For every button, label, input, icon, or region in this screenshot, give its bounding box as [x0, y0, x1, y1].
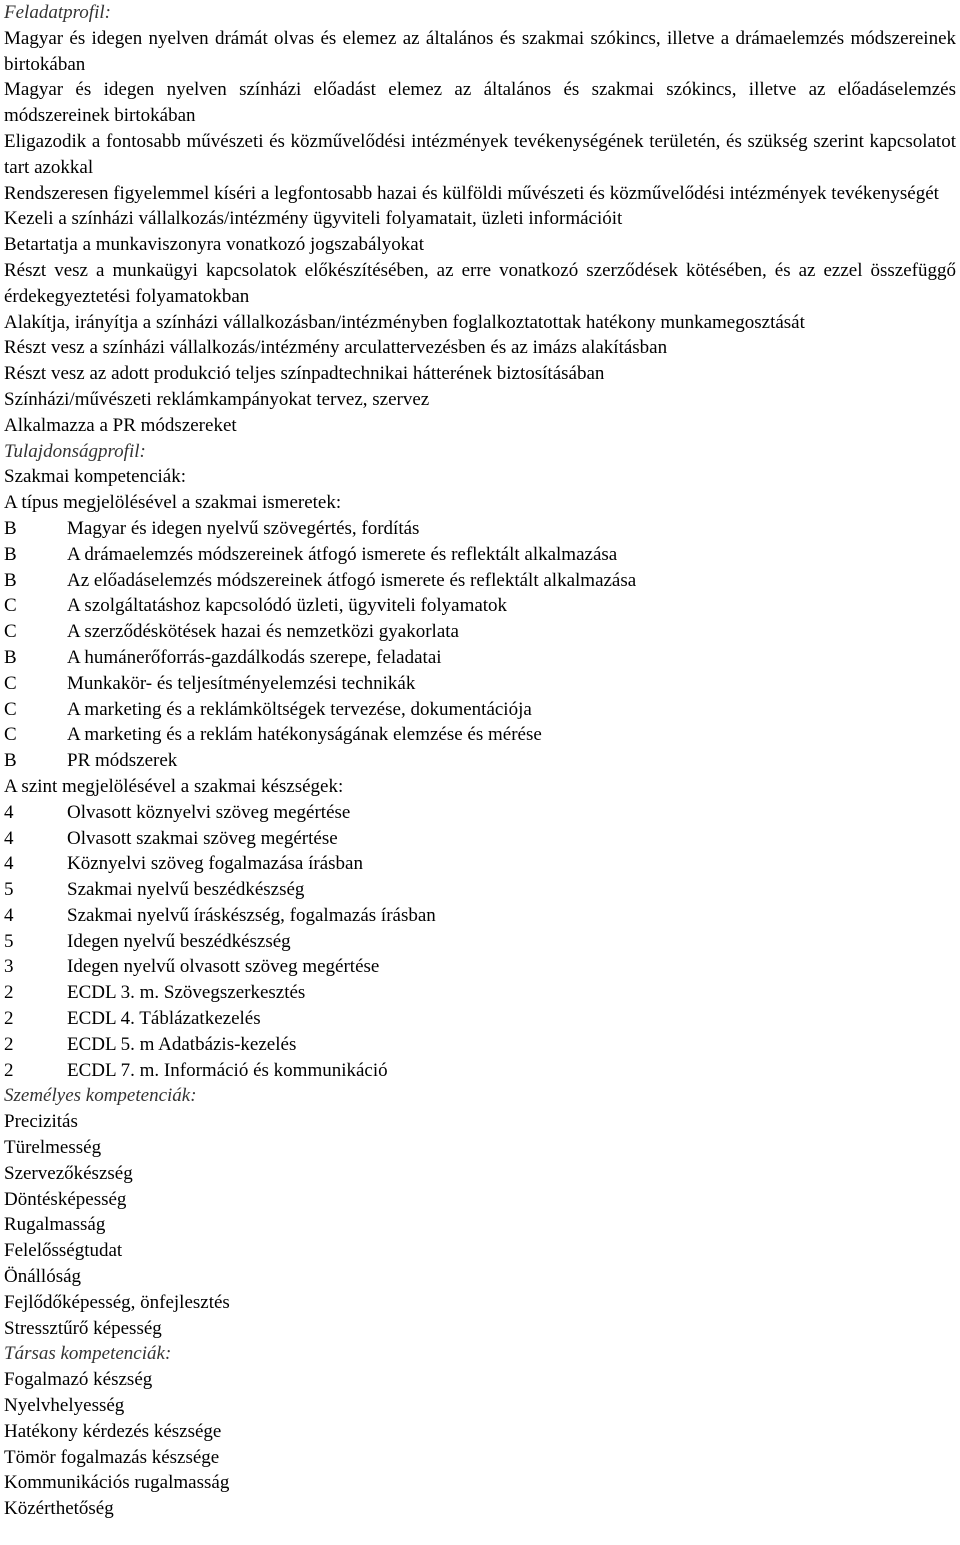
level-code: 2 [4, 1059, 14, 1081]
keszsegek-label: A szint megjelölésével a szakmai készségek: [4, 775, 344, 797]
ismeret-row [4, 697, 956, 723]
tarsas-item: Fogalmazó készség [4, 1369, 153, 1391]
level-code: 2 [4, 1033, 14, 1055]
keszseg-row [4, 929, 956, 955]
szemelyes-item: Szervezőkészség [4, 1162, 133, 1184]
feladat-item: Alkalmazza a PR módszereket [4, 414, 237, 436]
level-code: 4 [4, 904, 14, 926]
tarsas-kompetenciak-heading: Társas kompetenciák: [4, 1343, 172, 1365]
tarsas-item: Tömör fogalmazás készsége [4, 1446, 220, 1468]
level-code: 5 [4, 930, 14, 952]
keszseg-row [4, 1058, 956, 1084]
keszseg-text: Köznyelvi szöveg fogalmazása írásban [67, 853, 363, 875]
ismeret-text: Az előadáselemzés módszereinek átfogó ismerete és reflektált alkalmazása [67, 569, 637, 591]
feladat-item: Részt vesz a színházi vállalkozás/intézmény arculattervezésben és az imázs alakításban [4, 337, 668, 359]
tarsas-item: Hatékony kérdezés készsége [4, 1420, 222, 1442]
feladat-item: Magyar és idegen nyelven drámát olvas és elemez az általános és szakmai szókincs, illetve a drámaelemzés módszereinek birtokában [4, 27, 956, 75]
szemelyes-item: Felelősségtudat [4, 1240, 123, 1262]
feladat-item: Alakítja, irányítja a színházi vállalkozásban/intézményben foglalkoztatottak hatékony munkamegosztását [4, 311, 805, 333]
szemelyes-kompetenciak-heading: Személyes kompetenciák: [4, 1085, 197, 1107]
keszseg-row [4, 800, 956, 826]
ismeret-row [4, 593, 956, 619]
ismeret-text: A marketing és a reklámköltségek tervezése, dokumentációja [67, 698, 532, 720]
type-code: B [4, 517, 17, 539]
ismeret-row [4, 748, 956, 774]
szemelyes-item: Önállóság [4, 1266, 82, 1288]
keszseg-row [4, 1006, 956, 1032]
keszseg-row [4, 851, 956, 877]
keszseg-text: ECDL 4. Táblázatkezelés [67, 1008, 261, 1030]
feladat-item: Színházi/művészeti reklámkampányokat tervez, szervez [4, 388, 430, 410]
level-code: 3 [4, 956, 14, 978]
feladat-item: Eligazodik a fontosabb művészeti és közművelődési intézmények tevékenységének területén, és szükség szerint kapcsolatot tart azokkal [4, 130, 956, 178]
szemelyes-item: Precizitás [4, 1111, 78, 1133]
feladat-item: Magyar és idegen nyelven színházi előadást elemez az általános és szakmai szókincs, illetve az előadáselemzés módszereinek birtokában [4, 79, 956, 127]
feladat-item: Rendszeresen figyelemmel kíséri a legfontosabb hazai és külföldi művészeti és közművelődési intézmények tevékenységét [4, 182, 939, 204]
ismeretek-label: A típus megjelölésével a szakmai ismeretek: [4, 492, 342, 514]
keszseg-text: Idegen nyelvű olvasott szöveg megértése [67, 956, 380, 978]
ismeret-text: A drámaelemzés módszereinek átfogó ismerete és reflektált alkalmazása [67, 543, 618, 565]
type-code: B [4, 646, 17, 668]
type-code: C [4, 672, 17, 694]
ismeret-row [4, 722, 956, 748]
level-code: 2 [4, 1008, 14, 1030]
szakmai-kompetenciak-label: Szakmai kompetenciák: [4, 466, 187, 488]
keszseg-text: Szakmai nyelvű íráskészség, fogalmazás írásban [67, 904, 436, 926]
ismeret-row [4, 516, 956, 542]
szemelyes-item: Döntésképesség [4, 1188, 127, 1210]
ismeret-text: A humánerőforrás-gazdálkodás szerepe, feladatai [67, 646, 442, 668]
szemelyes-item: Rugalmasság [4, 1214, 106, 1236]
feladat-item: Részt vesz az adott produkció teljes színpadtechnikai hátterének biztosításában [4, 363, 605, 385]
level-code: 4 [4, 801, 14, 823]
keszseg-text: ECDL 5. m Adatbázis-kezelés [67, 1033, 297, 1055]
ismeret-text: Munkakör- és teljesítményelemzési technikák [67, 672, 416, 694]
type-code: C [4, 595, 17, 617]
level-code: 5 [4, 879, 14, 901]
keszseg-text: Olvasott köznyelvi szöveg megértése [67, 801, 351, 823]
type-code: B [4, 750, 17, 772]
tarsas-item: Nyelvhelyesség [4, 1395, 125, 1417]
level-code: 2 [4, 982, 14, 1004]
keszseg-row [4, 1032, 956, 1058]
keszseg-row [4, 980, 956, 1006]
szemelyes-item: Türelmesség [4, 1137, 102, 1159]
keszseg-row [4, 877, 956, 903]
type-code: C [4, 724, 17, 746]
level-code: 4 [4, 827, 14, 849]
ismeret-text: PR módszerek [67, 750, 178, 772]
keszseg-row [4, 826, 956, 852]
level-code: 4 [4, 853, 14, 875]
type-code: C [4, 698, 17, 720]
feladat-item: Kezeli a színházi vállalkozás/intézmény ügyviteli folyamatait, üzleti információit [4, 208, 623, 230]
ismeret-text: A szolgáltatáshoz kapcsolódó üzleti, ügyviteli folyamatok [67, 595, 508, 617]
type-code: B [4, 569, 17, 591]
ismeret-text: A marketing és a reklám hatékonyságának elemzése és mérése [67, 724, 542, 746]
ismeret-text: A szerződéskötések hazai és nemzetközi gyakorlata [67, 621, 459, 643]
keszseg-text: ECDL 3. m. Szövegszerkesztés [67, 982, 306, 1004]
keszseg-text: Idegen nyelvű beszédkészség [67, 930, 291, 952]
ismeret-text: Magyar és idegen nyelvű szövegértés, fordítás [67, 517, 420, 539]
tarsas-item: Közérthetőség [4, 1498, 114, 1520]
feladat-item: Részt vesz a munkaügyi kapcsolatok előkészítésében, az erre vonatkozó szerződések kötésében, és az ezzel összefüggő érdekegyeztetési folyamatokban [4, 259, 956, 307]
keszseg-text: Olvasott szakmai szöveg megértése [67, 827, 338, 849]
szemelyes-item: Stressztűrő képesség [4, 1317, 162, 1339]
keszseg-text: ECDL 7. m. Információ és kommunikáció [67, 1059, 388, 1081]
ismeret-row [4, 645, 956, 671]
feladatprofil-heading: Feladatprofil: [4, 2, 111, 23]
type-code: C [4, 621, 17, 643]
ismeret-row [4, 542, 956, 568]
ismeret-row [4, 568, 956, 594]
type-code: B [4, 543, 17, 565]
tarsas-item: Kommunikációs rugalmasság [4, 1472, 230, 1494]
ismeret-row [4, 671, 956, 697]
feladat-item: Betartatja a munkaviszonyra vonatkozó jogszabályokat [4, 234, 424, 256]
szemelyes-item: Fejlődőképesség, önfejlesztés [4, 1291, 230, 1313]
tulajdonsagprofil-heading: Tulajdonságprofil: [4, 440, 146, 462]
ismeret-row [4, 619, 956, 645]
keszseg-text: Szakmai nyelvű beszédkészség [67, 879, 305, 901]
keszseg-row [4, 954, 956, 980]
keszseg-row [4, 903, 956, 929]
